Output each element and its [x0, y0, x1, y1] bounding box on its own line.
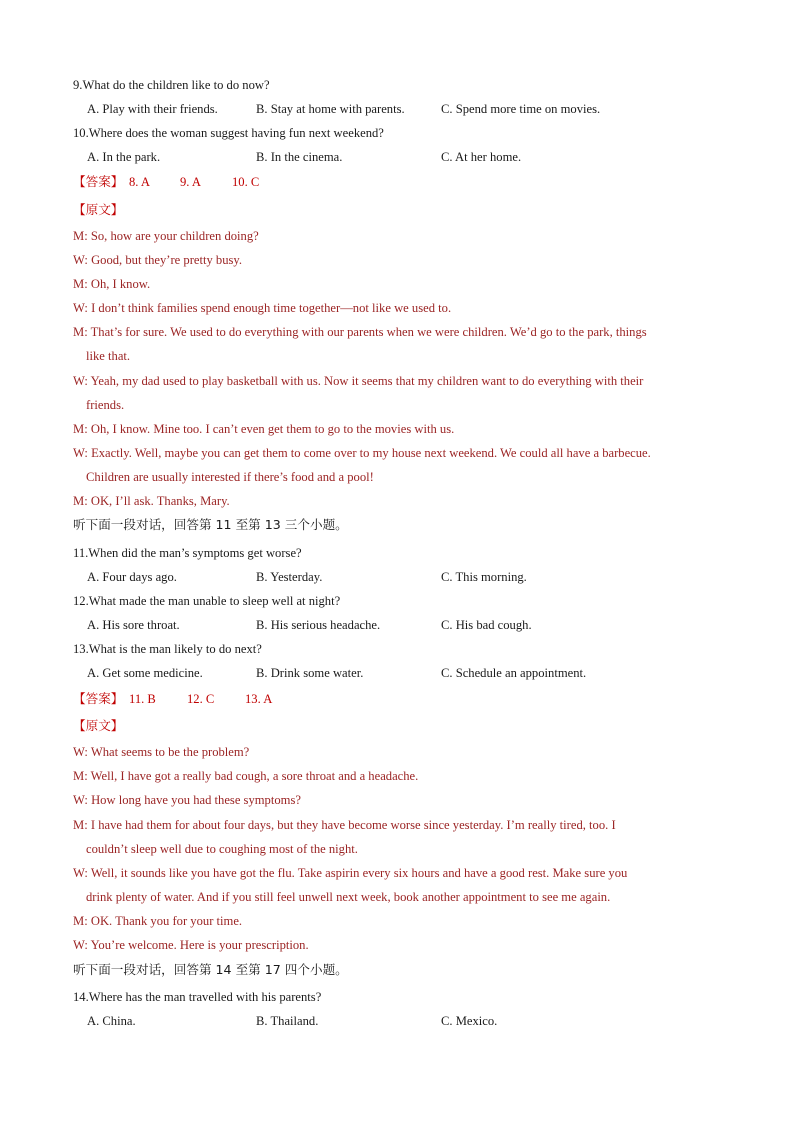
- answer-key-2: [0, 691, 794, 707]
- question-9-options: [0, 101, 794, 117]
- transcript-line: W: Good, but they’re pretty busy.: [73, 253, 243, 267]
- transcript-line-cont: drink plenty of water. And if you still feel unwell next week, book another appointment to see me again.: [86, 890, 611, 904]
- question-14-options: [0, 1013, 794, 1029]
- transcript-line-cont: Children are usually interested if there’s food and a pool!: [86, 470, 374, 484]
- question-9-option-c: C. Spend more time on movies.: [441, 102, 601, 116]
- question-10-option-b: B. In the cinema.: [256, 150, 343, 164]
- answer-item: 11. B: [129, 692, 156, 706]
- transcript-line-cont: friends.: [86, 398, 125, 412]
- question-10-options: [0, 149, 794, 165]
- transcript-line: M: OK, I’ll ask. Thanks, Mary.: [73, 494, 230, 508]
- transcript-line: M: Well, I have got a really bad cough, a sore throat and a headache.: [73, 769, 419, 783]
- transcript-line: W: Exactly. Well, maybe you can get them to come over to my house next weekend. We could all have a barbecue.: [73, 446, 651, 460]
- answer-item: 8. A: [129, 175, 150, 189]
- transcript-line: M: That’s for sure. We used to do everything with our parents when we were children. We’d go to the park, things: [73, 325, 647, 339]
- question-13-options: [0, 665, 794, 681]
- question-13-option-c: C. Schedule an appointment.: [441, 666, 587, 680]
- question-14-stem: 14.Where has the man travelled with his parents?: [73, 990, 322, 1004]
- answer-item: 12. C: [187, 692, 215, 706]
- question-10-option-a: A. In the park.: [87, 150, 161, 164]
- transcript-line: M: So, how are your children doing?: [73, 229, 259, 243]
- transcript-line: W: Yeah, my dad used to play basketball with us. Now it seems that my children want to do everything with their: [73, 374, 644, 388]
- question-11-stem: 11.When did the man’s symptoms get worse?: [73, 546, 302, 560]
- question-9-stem: 9.What do the children like to do now?: [73, 78, 270, 92]
- question-9-option-b: B. Stay at home with parents.: [256, 102, 405, 116]
- transcript-line: W: How long have you had these symptoms?: [73, 793, 301, 807]
- question-12-stem: 12.What made the man unable to sleep well at night?: [73, 594, 341, 608]
- answer-key-1: [0, 174, 794, 190]
- transcript-line: M: Oh, I know.: [73, 277, 151, 291]
- transcript-label-2: 【原文】: [73, 718, 124, 733]
- question-12-options: [0, 617, 794, 633]
- question-12-option-b: B. His serious headache.: [256, 618, 381, 632]
- transcript-label-1: 【原文】: [73, 202, 124, 217]
- question-11-options: [0, 569, 794, 585]
- question-10-option-c: C. At her home.: [441, 150, 522, 164]
- question-11-option-a: A. Four days ago.: [87, 570, 177, 584]
- question-11-option-b: B. Yesterday.: [256, 570, 323, 584]
- question-14-option-b: B. Thailand.: [256, 1014, 319, 1028]
- question-13-option-a: A. Get some medicine.: [87, 666, 203, 680]
- answer-label: 【答案】: [73, 174, 124, 189]
- question-13-option-b: B. Drink some water.: [256, 666, 364, 680]
- answer-item: 13. A: [245, 692, 273, 706]
- question-9-option-a: A. Play with their friends.: [87, 102, 218, 116]
- section-instruction-2: 听下面一段对话，回答第 11 至第 13 三个小题。: [73, 517, 348, 532]
- question-14-option-a: A. China.: [87, 1014, 136, 1028]
- question-12-option-c: C. His bad cough.: [441, 618, 532, 632]
- transcript-line: M: I have had them for about four days, but they have become worse since yesterday. I’m really tired, too. I: [73, 818, 616, 832]
- question-13-stem: 13.What is the man likely to do next?: [73, 642, 262, 656]
- transcript-line: M: Oh, I know. Mine too. I can’t even get them to go to the movies with us.: [73, 422, 455, 436]
- transcript-line: W: I don’t think families spend enough time together—not like we used to.: [73, 301, 452, 315]
- section-instruction-3: 听下面一段对话，回答第 14 至第 17 四个小题。: [73, 962, 348, 977]
- question-10-stem: 10.Where does the woman suggest having fun next weekend?: [73, 126, 384, 140]
- transcript-line: W: You’re welcome. Here is your prescription.: [73, 938, 309, 952]
- transcript-line: M: OK. Thank you for your time.: [73, 914, 243, 928]
- answer-label: 【答案】: [73, 691, 124, 706]
- question-14-option-c: C. Mexico.: [441, 1014, 498, 1028]
- question-11-option-c: C. This morning.: [441, 570, 527, 584]
- transcript-line: W: Well, it sounds like you have got the flu. Take aspirin every six hours and have a good rest. Make sure you: [73, 866, 628, 880]
- question-12-option-a: A. His sore throat.: [87, 618, 180, 632]
- answer-item: 10. C: [232, 175, 260, 189]
- transcript-line: W: What seems to be the problem?: [73, 745, 250, 759]
- transcript-line-cont: like that.: [86, 349, 131, 363]
- transcript-line-cont: couldn’t sleep well due to coughing most of the night.: [86, 842, 358, 856]
- answer-item: 9. A: [180, 175, 201, 189]
